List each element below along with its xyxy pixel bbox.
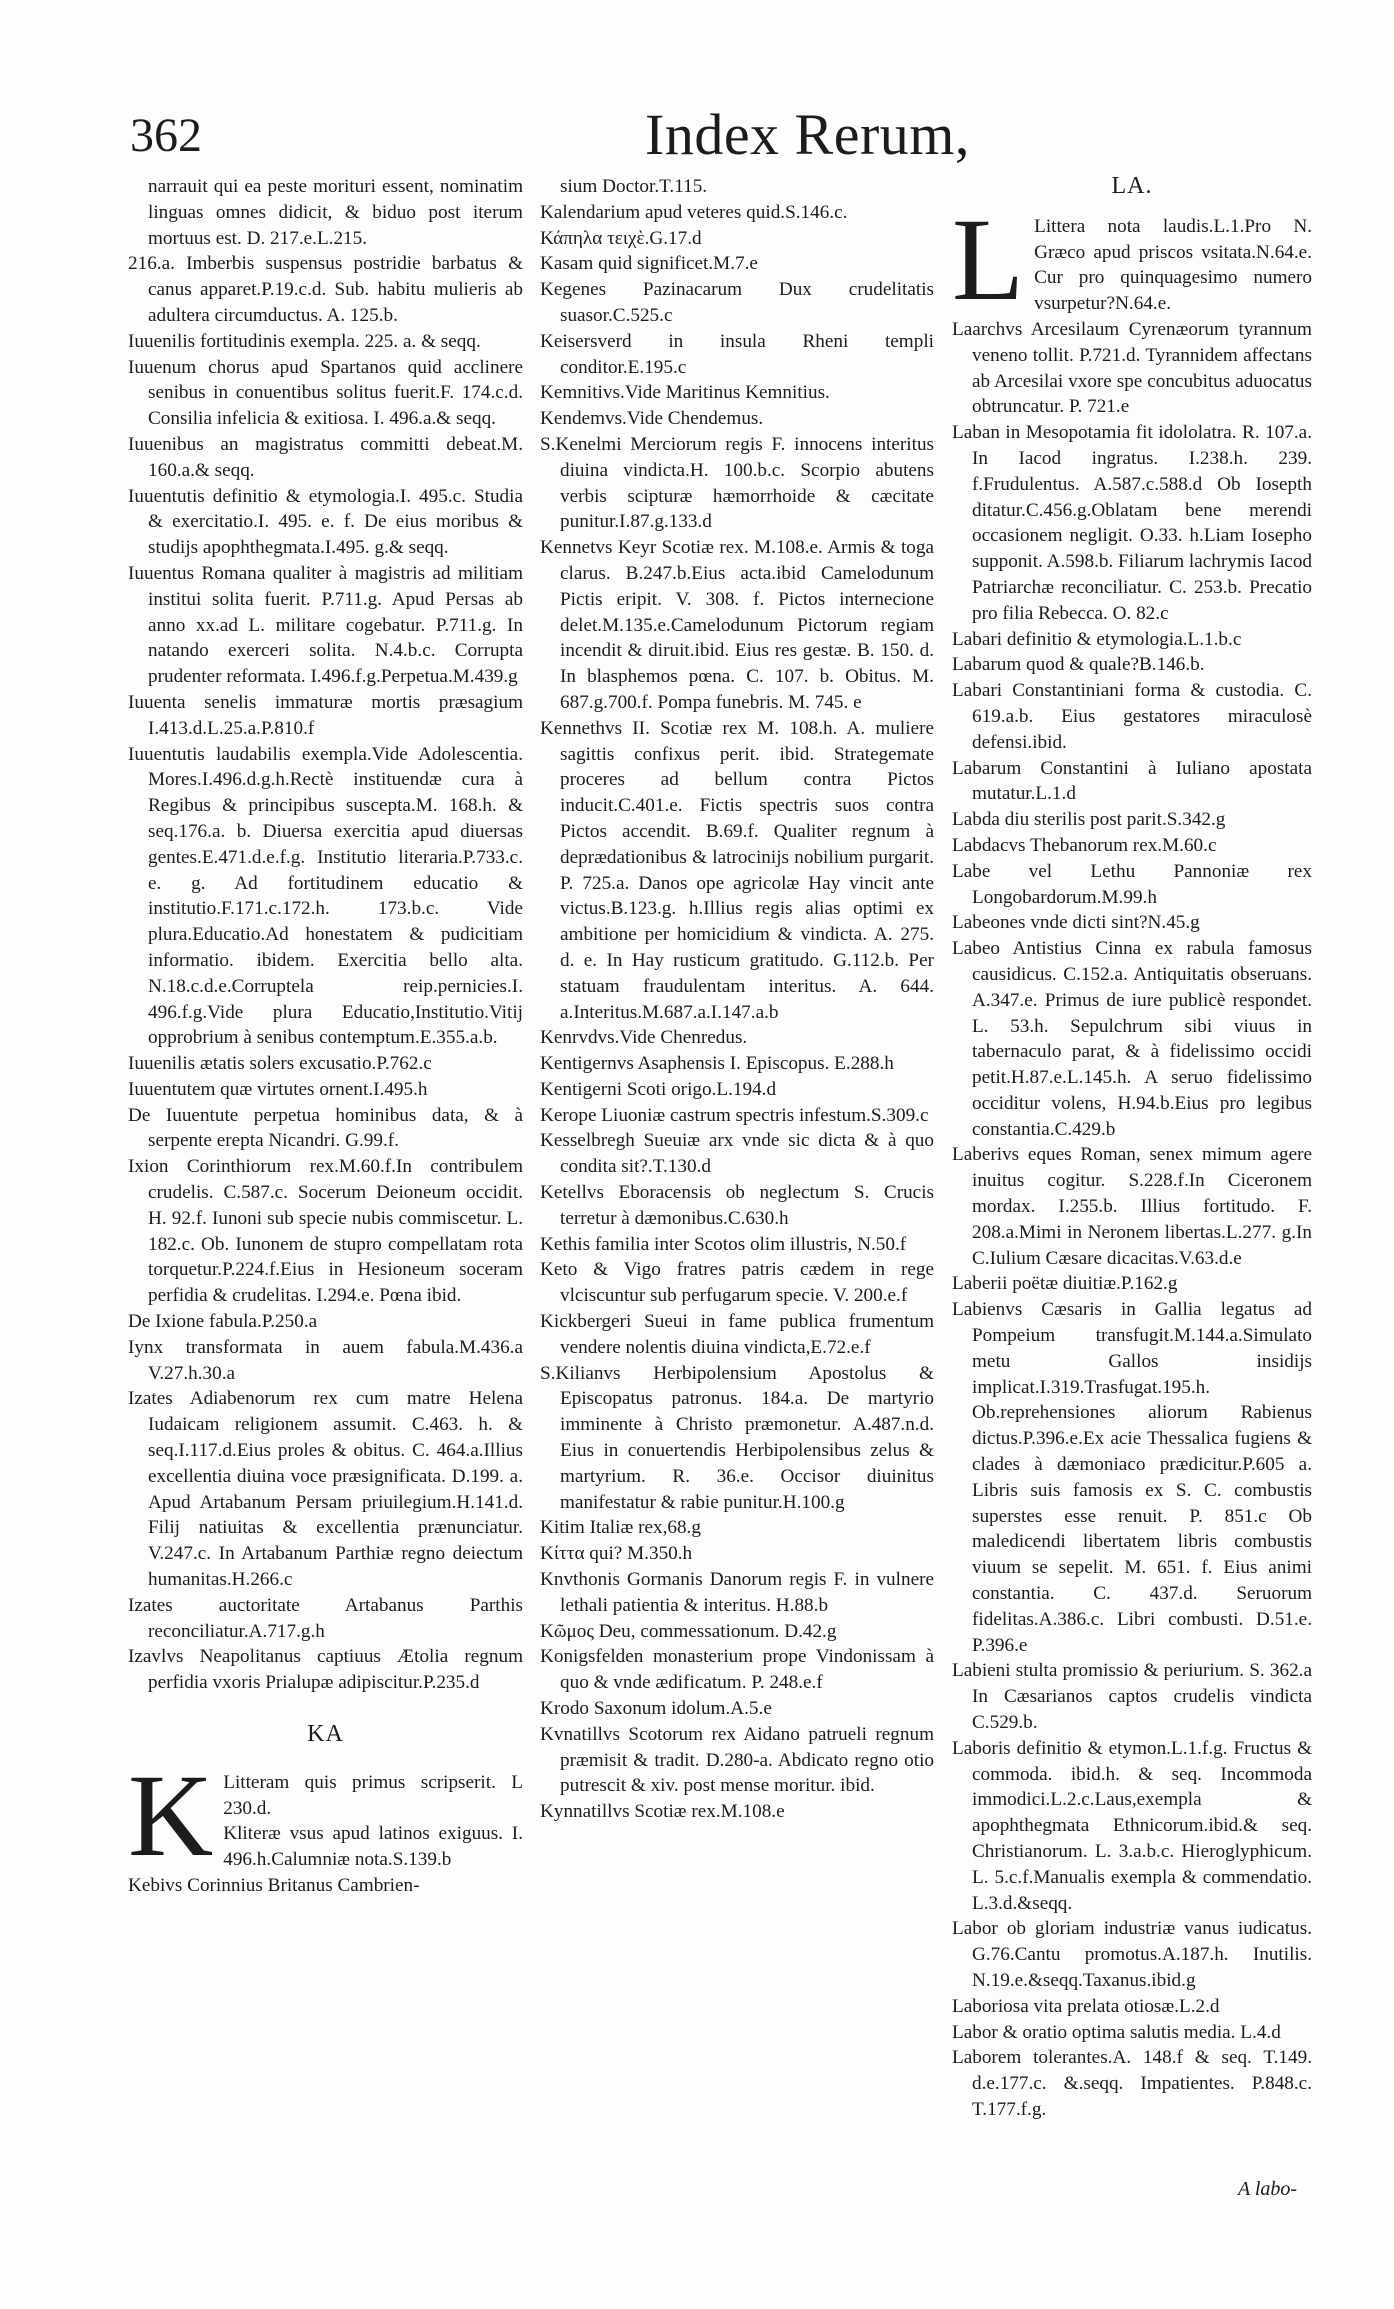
- index-entry: Krodo Saxonum idolum.A.5.e: [540, 1698, 772, 1720]
- index-entry: Kesselbregh Sueuiæ arx vnde sic dicta & à quo condita sit?.T.130.d: [540, 1130, 934, 1178]
- index-entry: Laban in Mesopotamia fit idololatra. R. 107.a. In Iacod ingratus. I.238.h. 239. f.Frudulentus. A.587.c.588.d Ob Iosepth ditatur.C.456.g.Oblatam bene merendi occasionem negligit. O.33. h.Liam Iosepho supponit. A.598.b. Filiarum lachrymis Iacod Patriarchæ reconciliatur. C. 253.b. Precatio pro filia Rebecca. O. 82.c: [952, 422, 1313, 624]
- index-entry: Kalendarium apud veteres quid.S.146.c.: [540, 201, 848, 223]
- index-entry: Laberivs eques Roman, senex mimum agere inuitus cogitur. S.228.f.In Ciceronem mordax. I.255.b. Illius fortitudo. F. 208.a.Mimi in Neronem libertas.L.277. g.In C.Iulium Cæsare dicacitas.V.63.d.e: [952, 1144, 1312, 1269]
- index-entry: Keto & Vigo fratres patris cædem in rege vlciscuntur sub perfugarum specie. V. 200.e.f: [540, 1259, 934, 1307]
- index-entry: Labor & oratio optima salutis media. L.4.d: [952, 2021, 1281, 2043]
- page-title: Index Rerum,: [645, 102, 970, 167]
- index-entry: Kennethvs II. Scotiæ rex M. 108.h. A. muliere sagittis confixus perit. ibid. Strategemate proceres ad bellum contra Pictos inducit.C.401.e. Fictis spectris suos contra Pictos accendit. B.69.f. Qualiter regnum à deprædationibus & latrocinijs nobilium purgarit. P. 725.a. Danos ope agricolæ Hay vincit ante victus.B.123.g. h.Illius regis alias optimi ex ambitione per homicidium & vindicta. A. 275. d. e. In Hay rusticum gratitudo. G.112.b. Per statuam fraudulentam interitus. A. 644. a.Interitus.M.687.a.I.147.a.b: [540, 717, 934, 1023]
- index-entry: sium Doctor.T.115.: [560, 176, 708, 197]
- index-entry: Litteram quis primus scripserit. L 230.d.: [223, 1771, 523, 1819]
- index-entry: Laarchvs Arcesilaum Cyrenæorum tyrannum veneno tollit. P.721.d. Tyrannidem affectans ab Arcesilai vxore spe concubitus aduocatus obtruncatur. P. 721.e: [952, 318, 1312, 418]
- index-entry: Ketellvs Eboracensis ob neglectum S. Crucis terretur à dæmonibus.C.630.h: [540, 1182, 934, 1229]
- index-entry: De Ixione fabula.P.250.a: [128, 1311, 318, 1333]
- index-entry: Kitim Italiæ rex,68.g: [540, 1517, 701, 1539]
- index-entry: Κάπηλα τειχὲ.G.17.d: [540, 227, 702, 249]
- index-entry: Kethis familia inter Scotos olim illustris, N.50.f: [540, 1233, 907, 1255]
- index-entry: Iuuentutis laudabilis exempla.Vide Adolescentia. Mores.I.496.d.g.h.Rectè instituendæ cura à Regibus & principibus suscepta.M. 168.h. & seq.176.a. b. Diuersa exercitia apud diuersas gentes.E.471.d.e.f.g. Institutio literaria.P.733.c. e. g. Ad fortitudinem educatio & institutio.F.171.c.172.h. 173.b.c. Vide plura.Educatio.Ad honestatem & pudicitiam informatio. ibidem. Exercitia bello alta. N.18.c.d.e.Corruptela reip.pernicies.I. 496.f.g.Vide plura Educatio,Institutio.Vitij opprobrium à senibus contemptum.E.355.a.b.: [128, 743, 523, 1049]
- catchword: A labo-: [1238, 2178, 1298, 2200]
- index-entry: Knvthonis Gormanis Danorum regis F. in vulnere lethali patientia & interitus. H.88.b: [540, 1569, 934, 1616]
- index-entry: Kynnatillvs Scotiæ rex.M.108.e: [540, 1801, 785, 1823]
- index-entry: Kerope Liuoniæ castrum spectris infestum.S.309.c: [540, 1104, 929, 1126]
- index-entry: Κίττα qui? M.350.h: [540, 1543, 693, 1565]
- index-entry: Labieni stulta promissio & periurium. S. 362.a In Cæsarianos captos crudelis vindicta C.529.b.: [952, 1660, 1312, 1734]
- column-middle: [540, 174, 934, 1825]
- index-entry: Kentigerni Scoti origo.L.194.d: [540, 1078, 777, 1100]
- index-entry: Labor ob gloriam industriæ vanus iudicatus. G.76.Cantu promotus.A.187.h. Inutilis. N.19.e.&seqq.Taxanus.ibid.g: [952, 1918, 1312, 1991]
- index-entry: Labeones vnde dicti sint?N.45.g: [952, 912, 1200, 934]
- index-entry: Labari definitio & etymologia.L.1.b.c: [952, 628, 1242, 650]
- index-entry: Laboris definitio & etymon.L.1.f.g. Fructus & commoda. ibid.h. & seq. Incommoda immodici.L.2.c.Laus,exempla & apophthegmata Ethnicorum.ibid.& seq. Christianorum. L. 3.a.b.c. Hieroglyphicum. L. 5.c.f.Manualis exempla & commendatio. L.3.d.&seqq.: [952, 1737, 1312, 1914]
- index-entry: Izavlvs Neapolitanus captiuus Ætolia regnum perfidia vxoris Prialupæ adipiscitur.P.235.d: [128, 1646, 523, 1694]
- index-entry: Izates Adiabenorum rex cum matre Helena Iudaicam religionem assumit. C.463. h. & seq.I.117.d.Eius proles & obitus. C. 464.a.Illius excellentia diuina voce præsignificata. D.199. a. Apud Artabanum Persam priuilegium.H.141.d. Filij natiuitas & excellentia prænunciatur. V.247.c. In Artabanum Parthiæ regno deiectum humanitas.H.266.c: [128, 1388, 523, 1591]
- index-entry: Kebivs Corinnius Britanus Cambrien-: [128, 1875, 420, 1896]
- index-entry: Labarum quod & quale?B.146.b.: [952, 654, 1205, 676]
- index-entry: Labienvs Cæsaris in Gallia legatus ad Pompeium transfugit.M.144.a.Simulato metu Gallos insidijs implicat.I.319.Trasfugat.195.h. Ob.reprehensiones aliorum Rabienus dictus.P.396.e.Ex acie Thessalica fugiens & clades à dæmoniaco prædicitur.P.605 a. Libris suis famosis ex S. C. combustis superstes esse renuit. P. 851.c Ob maledicendi libertatem libris combustis viuum se sepelit. M. 651. f. Eius animi constantia. C. 437.d. Seruorum fidelitas.A.386.c. Libri combusti. D.51.e. P.396.e: [952, 1299, 1312, 1656]
- column-left: [128, 174, 523, 1899]
- index-entry: Izates auctoritate Artabanus Parthis reconciliatur.A.717.g.h: [128, 1594, 523, 1642]
- index-entry: Labarum Constantini à Iuliano apostata mutatur.L.1.d: [952, 757, 1312, 805]
- index-entry: Iuuentutem quæ virtutes ornent.I.495.h: [128, 1078, 428, 1100]
- index-entry: Iuuenum chorus apud Spartanos quid acclinere senibus in conuentibus solitus fuerit.F. 174.c.d. Consilia infelicia & exitiosa. I. 496.a.& seqq.: [128, 356, 523, 430]
- index-entry: Kliteræ vsus apud latinos exiguus. I. 496.h.Calumniæ nota.S.139.b: [223, 1823, 523, 1871]
- index-entry: Kvnatillvs Scotorum rex Aidano patrueli regnum præmisit & tradit. D.280-a. Abdicato regno otio putrescit & xiv. post mense moritur. ibid.: [540, 1723, 934, 1797]
- index-entry: S.Kenelmi Merciorum regis F. innocens interitus diuina vindicta.H. 100.b.c. Scorpio abutens verbis scipturæ hæmorrhoide & cæcitate punitur.I.87.g.133.d: [540, 433, 934, 533]
- index-entry: Kickbergeri Sueui in fame publica frumentum vendere nolentis diuina vindicta,E.72.e.f: [540, 1311, 934, 1358]
- index-entry: Konigsfelden monasterium prope Vindonissam à quo & vnde ædificatum. P. 248.e.f: [540, 1646, 934, 1694]
- index-entry: Iuuenibus an magistratus committi debeat.M. 160.a.& seqq.: [128, 433, 523, 481]
- index-entry: Labari Constantiniani forma & custodia. C. 619.a.b. Eius gestatores miraculosè defensi.ibid.: [952, 680, 1312, 753]
- index-entry: Laboriosa vita prelata otiosæ.L.2.d: [952, 1995, 1220, 2017]
- index-entry: narrauit qui ea peste morituri essent, nominatim linguas omnes didicit, & biduo post iterum mortuus est. D. 217.e.L.215.: [148, 176, 523, 249]
- index-entry: Laborem tolerantes.A. 148.f & seq. T.149. d.e.177.c. &.seqq. Impatientes. P.848.c. T.177.f.g.: [952, 2047, 1312, 2120]
- index-entry: Labda diu sterilis post parit.S.342.g: [952, 809, 1226, 831]
- index-entry: Laberii poëtæ diuitiæ.P.162.g: [952, 1273, 1178, 1295]
- index-entry: 216.a. Imberbis suspensus postridie barbatus & canus apparet.P.19.c.d. Sub. habitu mulieris ab adultera circumductus. A. 125.b.: [128, 253, 523, 326]
- section-ka-intro: [128, 1770, 523, 1873]
- section-la-intro: [952, 214, 1312, 317]
- index-entry: De Iuuentute perpetua hominibus data, & à serpente erepta Nicandri. G.99.f.: [128, 1104, 523, 1152]
- index-entry: Labeo Antistius Cinna ex rabula famosus causidicus. C.152.a. Antiquitatis obseruans. A.347.e. Primus de iure publicè respondet. L. 53.h. Sepulchrum sibi viuus in tabernaculo parat, & à fidelissimo occidi petit.H.87.e.L.145.h. A seruo fidelissimo occiditur volens, H.94.b.Eius pro legibus constantia.C.429.b: [952, 938, 1312, 1140]
- index-entry: Iuuentutis definitio & etymologia.I. 495.c. Studia & exercitatio.I. 495. e. f. De eius moribus & studijs apophthegmata.I.495. g.& seqq.: [128, 485, 523, 559]
- index-entry: Kasam quid significet.M.7.e: [540, 253, 758, 275]
- drop-cap-k: K: [128, 1769, 214, 1873]
- section-heading-ka: KA: [307, 1721, 344, 1748]
- index-entry: Kenrvdvs.Vide Chenredus.: [540, 1027, 748, 1049]
- index-entry: Labdacvs Thebanorum rex.M.60.c: [952, 834, 1217, 856]
- section-heading-la: LA.: [1111, 173, 1153, 199]
- index-entry: Keisersverd in insula Rheni templi conditor.E.195.c: [540, 330, 934, 378]
- index-entry: Iuuenta senelis immaturæ mortis præsagium I.413.d.L.25.a.P.810.f: [128, 691, 523, 739]
- index-entry: Kegenes Pazinacarum Dux crudelitatis suasor.C.525.c: [540, 279, 934, 326]
- column-right: [952, 174, 1312, 2123]
- index-entry: Labe vel Lethu Pannoniæ rex Longobardorum.M.99.h: [952, 860, 1312, 908]
- index-entry: Κῶμος Deu, commessationum. D.42.g: [540, 1620, 837, 1642]
- index-entry: Kentigernvs Asaphensis I. Episcopus. E.288.h: [540, 1053, 894, 1075]
- index-entry: Littera nota laudis.L.1.Pro N. Græco apud priscos vsitata.N.64.e. Cur pro quinquagesimo numero vsurpetur?N.64.e.: [1034, 215, 1312, 315]
- index-entry: Iynx transformata in auem fabula.M.436.a V.27.h.30.a: [128, 1336, 523, 1384]
- page-number: 362: [130, 109, 202, 162]
- index-entry: Kemnitivs.Vide Maritinus Kemnitius.: [540, 382, 830, 404]
- index-entry: Iuuenilis ætatis solers excusatio.P.762.c: [128, 1053, 432, 1075]
- index-entry: Iuuenilis fortitudinis exempla. 225. a. & seqq.: [128, 330, 481, 352]
- index-entry: Iuuentus Romana qualiter à magistris ad militiam institui solita fuerit. P.711.g. Apud Persas ab anno xx.ad L. militare cogebatur. P.711.g. In natando exerceri solita. N.4.b.c. Corrupta prudenter reformata. I.496.f.g.Perpetua.M.439.g: [128, 562, 523, 688]
- index-entry: Kendemvs.Vide Chendemus.: [540, 408, 764, 430]
- index-entry: S.Kilianvs Herbipolensium Apostolus & Episcopatus patronus. 184.a. De martyrio imminente à Christo præmonetur. A.487.n.d. Eius in conuertendis Herbipolensibus zelus & martyrium. R. 36.e. Occisor diuinitus manifestatur & rabie punitur.H.100.g: [540, 1362, 934, 1513]
- drop-cap-l: L: [952, 213, 1025, 317]
- index-entry: Ixion Corinthiorum rex.M.60.f.In contribulem crudelis. C.587.c. Socerum Deioneum occidit. H. 92.f. Iunoni sub specie nubis commiscetur. L. 182.c. Ob. Iunonem de stupro compellatam rota torquetur.P.224.f.Eius in Hesioneum soceram perfidia & crudelitas. I.294.e. Pœna ibid.: [128, 1156, 523, 1307]
- index-entry: Kennetvs Keyr Scotiæ rex. M.108.e. Armis & toga clarus. B.247.b.Eius acta.ibid Camelodunum Pictis eripit. V. 308. f. Pictos internecione delet.M.135.e.Camelodunum Pictorum regiam incendit & diruit.ibid. Eius res gestæ. B. 150. d. In blasphemos pœna. C. 107. b. Obitus. M. 687.g.700.f. Pompa funebris. M. 745. e: [540, 537, 934, 713]
